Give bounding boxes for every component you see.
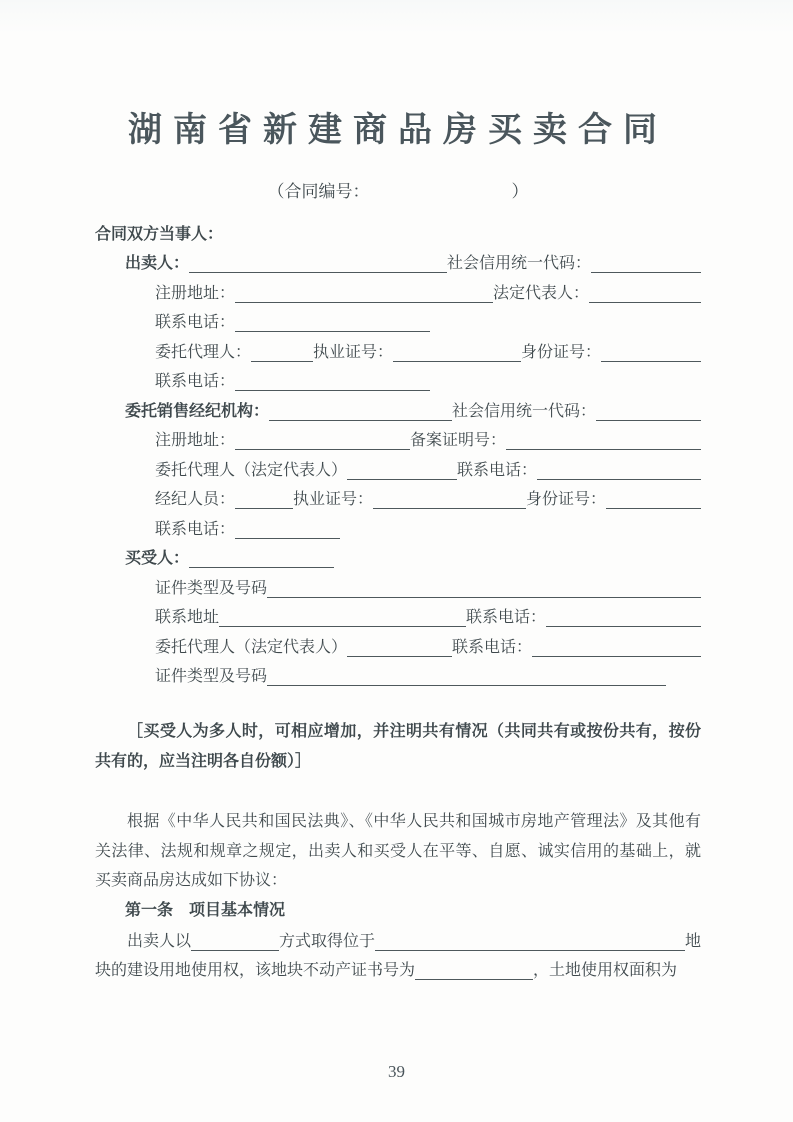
buyer-agent-row [95, 631, 701, 661]
seller-phone-label: 联系电话： [155, 314, 236, 331]
brokerage-agent-phone-blank [537, 463, 701, 480]
seller-agent-phone-blank [235, 374, 430, 391]
article-1-line-1 [95, 925, 701, 955]
seller-row [95, 248, 701, 278]
brokerage-reg-address-label: 注册地址： [155, 432, 236, 449]
buyer-agent-phone-blank [532, 640, 701, 657]
seller-phone-blank [235, 315, 430, 332]
seller-agent-phone-label: 联系电话： [155, 373, 236, 390]
seller-credit-code-blank [591, 256, 701, 273]
brokerage-agent-blank [347, 463, 457, 480]
brokerage-staff-phone-label: 联系电话： [155, 520, 236, 538]
brokerage-practice-no-blank [373, 492, 526, 509]
brokerage-staff-label: 经纪人员： [155, 491, 236, 508]
brokerage-credit-code-label: 社会信用统一代码： [451, 402, 596, 420]
contract-number-prefix: （合同编号： [267, 182, 370, 201]
brokerage-row [95, 395, 701, 425]
seller-reg-address-label: 注册地址： [155, 284, 236, 302]
article-1-text-4: 块的建设用地使用权，该地块不动产证书号为 [95, 962, 416, 979]
article-1-text-1: 出卖人以 [127, 932, 192, 950]
seller-name-blank [189, 256, 447, 273]
article-1-heading: 第一条 项目基本情况 [125, 901, 286, 919]
buyer-label: 买受人： [125, 550, 190, 567]
seller-agent-phone-row [95, 366, 701, 396]
seller-label: 出卖人： [125, 255, 190, 272]
brokerage-id-no-label: 身份证号： [525, 491, 606, 508]
seller-address-row [95, 277, 701, 307]
brokerage-name-blank [269, 404, 452, 421]
brokerage-agent-phone-label: 联系电话： [457, 461, 538, 479]
seller-practice-no-blank [393, 345, 521, 362]
multiple-buyers-note: ［买受人为多人时，可相应增加，并注明共有情况（共同共有或按份共有，按份共有的，应当注明各自份额）］ [95, 723, 701, 770]
brokerage-record-no-label: 备案证明号： [410, 432, 507, 449]
brokerage-agent-row [95, 454, 701, 484]
buyer-phone-blank [546, 610, 701, 627]
buyer-phone-label: 联系电话： [465, 609, 546, 626]
seller-id-no-label: 身份证号： [520, 343, 601, 361]
brokerage-staff-blank [235, 492, 293, 509]
buyer-agent-cert-row [95, 661, 701, 691]
parties-section [95, 218, 701, 690]
buyer-cert-label: 证件类型及号码 [155, 579, 268, 597]
land-location-blank [375, 934, 685, 951]
preamble-paragraph: 根据《中华人民共和国民法典》、《中华人民共和国城市房地产管理法》及其他有关法律、法规和规章之规定，出卖人和买受人在平等、自愿、诚实信用的基础上，就买卖商品房达成如下协议： [95, 813, 701, 889]
buyer-cert-row [95, 572, 701, 602]
brokerage-label: 委托销售经纪机构： [125, 402, 270, 420]
brokerage-staff-row [95, 484, 701, 514]
article-1-text-3: 地 [684, 932, 701, 950]
seller-agent-row [95, 336, 701, 366]
article-1-text-5: ，土地使用权面积为 [533, 962, 678, 979]
contract-number-suffix: ） [511, 182, 529, 201]
buyer-row [95, 543, 701, 573]
contract-number-line [95, 177, 701, 202]
buyer-address-row [95, 602, 701, 632]
buyer-agent-blank [347, 640, 452, 657]
brokerage-record-no-blank [506, 433, 701, 450]
buyer-agent-label: 委托代理人（法定代表人） [155, 638, 348, 656]
article-1-text-2: 方式取得位于 [279, 932, 376, 950]
buyer-agent-cert-label: 证件类型及号码 [155, 668, 268, 685]
brokerage-credit-code-blank [596, 404, 701, 421]
acquisition-method-blank [191, 934, 279, 951]
parties-heading: 合同双方当事人： [95, 225, 224, 243]
brokerage-practice-no-label: 执业证号： [293, 491, 374, 508]
contract-title: 湖南省新建商品房买卖合同 [128, 112, 668, 149]
brokerage-staff-phone-blank [235, 522, 340, 539]
article-1-line-2 [95, 955, 701, 985]
buyer-address-label: 联系地址 [155, 609, 220, 626]
seller-phone-row [95, 307, 701, 337]
seller-credit-code-label: 社会信用统一代码： [446, 255, 591, 272]
buyer-address-blank [219, 610, 466, 627]
brokerage-agent-label: 委托代理人（法定代表人） [155, 461, 348, 479]
parties-heading-row [95, 218, 701, 248]
seller-agent-label: 委托代理人： [155, 343, 252, 361]
seller-reg-address-blank [235, 286, 493, 303]
buyer-name-blank [189, 551, 334, 568]
buyer-cert-blank [267, 581, 701, 598]
page-content [95, 0, 701, 984]
certificate-no-blank [415, 963, 533, 980]
seller-legal-rep-blank [589, 286, 701, 303]
brokerage-address-row [95, 425, 701, 455]
seller-agent-blank [251, 345, 313, 362]
brokerage-staff-phone-row [95, 513, 701, 543]
buyer-agent-cert-blank [267, 669, 666, 686]
seller-practice-no-label: 执业证号： [313, 343, 394, 361]
seller-legal-rep-label: 法定代表人： [492, 284, 589, 302]
seller-id-no-blank [601, 345, 701, 362]
brokerage-id-no-blank [606, 492, 701, 509]
buyer-agent-phone-label: 联系电话： [452, 638, 533, 656]
brokerage-reg-address-blank [235, 433, 410, 450]
page-number: 39 [388, 1062, 405, 1081]
